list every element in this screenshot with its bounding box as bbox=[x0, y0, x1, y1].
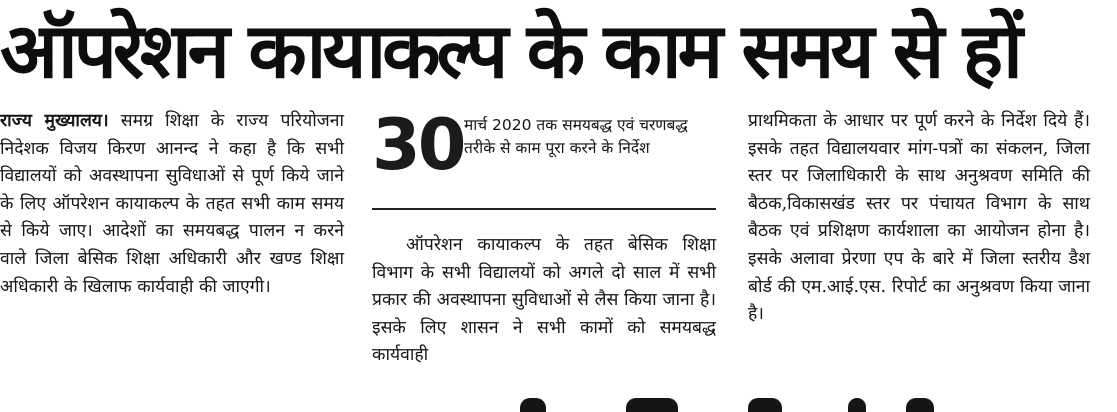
headline: ऑपरेशन कायाकल्प के काम समय से हों bbox=[0, 6, 1019, 95]
column-2-text: ऑपरेशन कायाकल्प के तहत बेसिक शिक्षा विभाग के सभी विद्यालयों को अगले दो साल में सभी प्रकार की अवस्थापना सुविधाओं से लैस किया जाना है। इसके लिए शासन ने सभी कामों को समयबद्ध कार्यवाही bbox=[372, 235, 716, 366]
column-1-paragraph bbox=[0, 108, 344, 301]
cutoff-glyph bbox=[520, 398, 546, 412]
cutoff-glyph bbox=[848, 398, 866, 412]
article-column-3 bbox=[748, 108, 1090, 329]
cutoff-glyph bbox=[748, 398, 782, 412]
callout-text: मार्च 2020 तक समयबद्ध एवं चरणबद्ध तरीके से काम पूरा करने के निर्देश bbox=[464, 116, 688, 157]
article-column-2 bbox=[372, 104, 716, 370]
column-1-text: समग्र शिक्षा के राज्य परियोजना निदेशक विजय किरण आनन्द ने कहा है कि सभी विद्यालयों को अवस्थापना सुविधाओं से पूर्ण किये जाने के लिए ऑपरेशन कायाकल्प के तहत सभी काम समय से किये जाए। आदेशों का समयबद्ध पालन न करने वाले जिला बेसिक शिक्षा अधिकारी और खण्ड शिक्षा अधिकारी के खिलाफ कार्यवाही की जाएगी। bbox=[0, 111, 344, 297]
article-column-1 bbox=[0, 108, 344, 301]
column-3-text: प्राथमिकता के आधार पर पूर्ण करने के निर्देश दिये हैं। इसके तहत विद्यालयवार मांग-पत्रों का संकलन, जिला स्तर पर जिलाधिकारी के साथ अनुश्रवण समिति की बैठक,विकासखंड स्तर पर पंचायत विभाग के साथ बैठक एवं प्रशिक्षण कार्यशाला का आयोजन होना है। इसके अलावा प्रेरणा एप के बारे में जिला स्तरीय डैश बोर्ड की एम.आई.एस. रिपोर्ट का अनुश्रवण किया जाना है। bbox=[748, 111, 1090, 325]
dateline: राज्य मुख्यालय। bbox=[0, 111, 109, 131]
cutoff-glyph bbox=[626, 398, 678, 412]
highlight-callout bbox=[372, 104, 716, 208]
next-headline-cutoff bbox=[0, 396, 1117, 412]
callout-number: 30 bbox=[372, 104, 464, 186]
cutoff-glyph bbox=[906, 398, 934, 412]
callout-divider bbox=[372, 208, 716, 210]
